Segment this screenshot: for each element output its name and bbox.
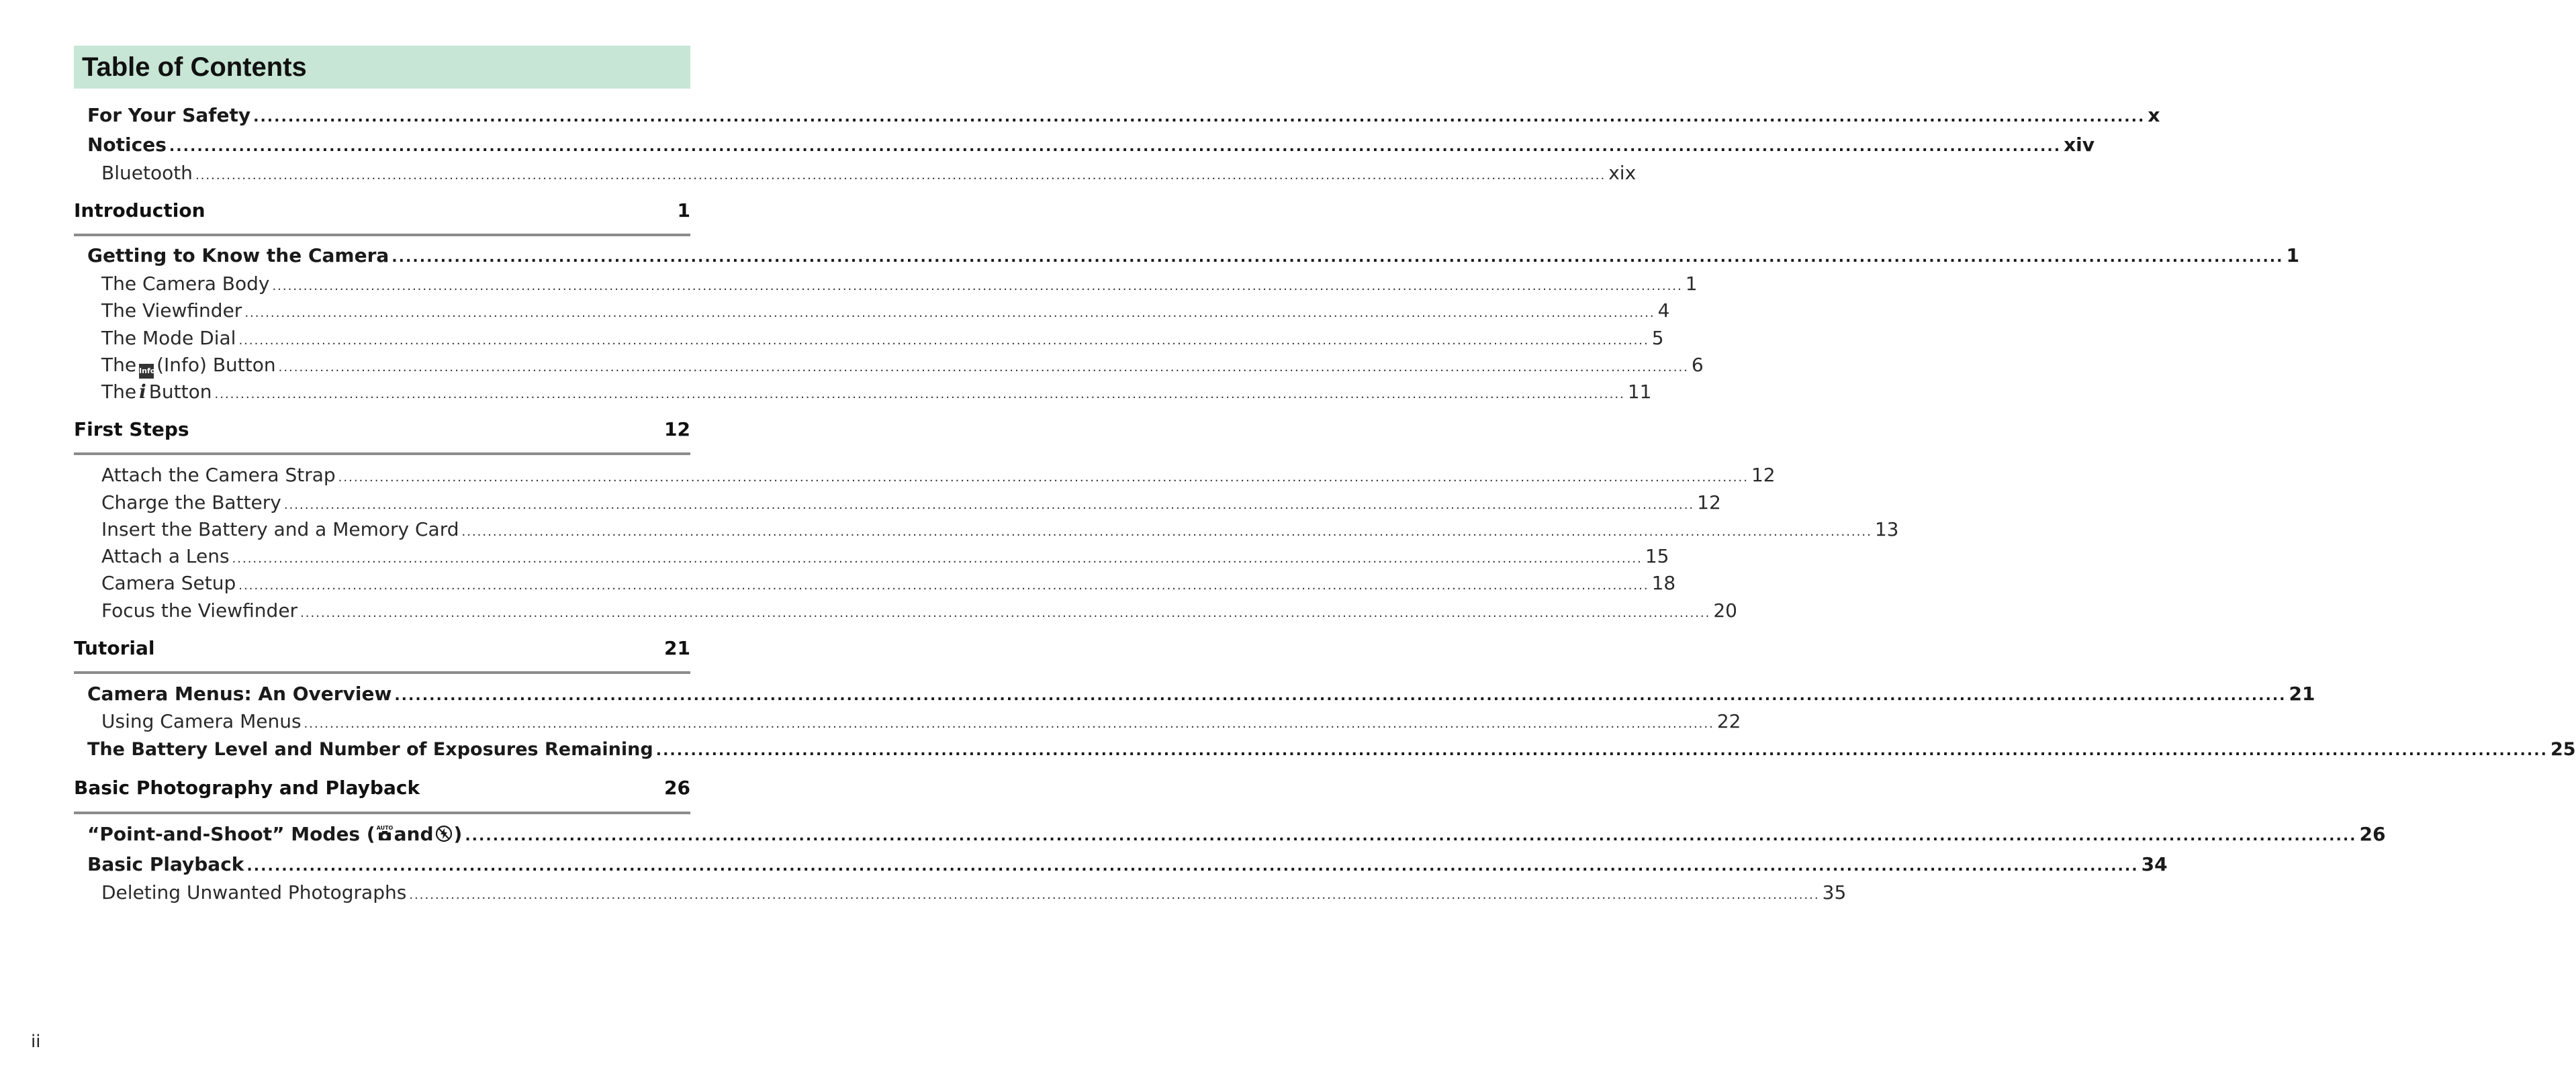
toc-entry-label: The Battery Level and Number of Exposures Remaining bbox=[87, 739, 653, 760]
dot-leader: ................................................................................................................................................................................................................................................................................ bbox=[655, 742, 2548, 759]
toc-entry-camera-menus[interactable] bbox=[74, 683, 2315, 705]
label-prefix: “Point-and-Shoot” Modes ( bbox=[87, 823, 375, 845]
toc-entry-label: Basic Playback bbox=[87, 853, 244, 875]
toc-entry-page: 18 bbox=[1651, 572, 1676, 594]
toc-entry-page: 1 bbox=[2286, 244, 2299, 266]
toc-entry-label: Getting to Know the Camera bbox=[87, 244, 389, 266]
toc-entry-label: Notices bbox=[87, 134, 167, 156]
toc-entry-label bbox=[87, 823, 462, 847]
toc-entry-camera-strap[interactable] bbox=[74, 464, 1776, 486]
dot-leader: ................................................................................................................................................................................................................................................................................ bbox=[246, 858, 2139, 875]
chapter-rule bbox=[74, 671, 690, 674]
dot-leader: ................................................................................................................................................................................................................................................................................ bbox=[238, 579, 1649, 593]
toc-entry-page: xix bbox=[1608, 162, 1637, 184]
toc-entry-bluetooth[interactable] bbox=[74, 162, 1637, 184]
toc-entry-label bbox=[101, 381, 212, 403]
toc-entry-battery-level[interactable] bbox=[74, 739, 2576, 760]
chapter-title: Tutorial bbox=[74, 637, 155, 659]
toc-entry-page: 12 bbox=[1697, 491, 1721, 514]
flash-off-mode-icon bbox=[435, 825, 453, 847]
dot-leader: ................................................................................................................................................................................................................................................................................ bbox=[253, 109, 2146, 126]
chapter-page: 26 bbox=[664, 777, 690, 799]
toc-entry-page: x bbox=[2148, 104, 2160, 126]
chapter-page: 12 bbox=[664, 418, 690, 440]
toc-entry-camera-body[interactable] bbox=[74, 273, 1698, 295]
toc-entry-basic-playback[interactable] bbox=[74, 853, 2168, 875]
toc-entry-label: The Mode Dial bbox=[101, 327, 236, 349]
toc-entry-label: For Your Safety bbox=[87, 104, 251, 126]
toc-entry-label: Insert the Battery and a Memory Card bbox=[101, 518, 459, 540]
toc-title: Table of Contents bbox=[82, 52, 307, 82]
chapter-heading-introduction[interactable] bbox=[74, 199, 690, 222]
i-button-icon: i bbox=[139, 381, 146, 403]
toc-entry-page: 25 bbox=[2550, 739, 2576, 760]
toc-entry-label: Charge the Battery bbox=[101, 491, 281, 514]
toc-entry-page: 20 bbox=[1713, 599, 1737, 622]
toc-entry-label: Camera Menus: An Overview bbox=[87, 683, 392, 705]
dot-leader: ................................................................................................................................................................................................................................................................................ bbox=[278, 360, 1689, 375]
toc-entry-using-menus[interactable] bbox=[74, 710, 1741, 732]
toc-entry-label: Attach the Camera Strap bbox=[101, 464, 336, 486]
chapter-title: Introduction bbox=[74, 199, 205, 222]
toc-entry-label: Focus the Viewfinder bbox=[101, 599, 298, 622]
dot-leader: ................................................................................................................................................................................................................................................................................ bbox=[409, 888, 1820, 902]
dot-leader: ................................................................................................................................................................................................................................................................................ bbox=[272, 279, 1683, 293]
chapter-title: Basic Photography and Playback bbox=[74, 777, 420, 799]
toc-entry-deleting-photos[interactable] bbox=[74, 881, 1847, 904]
label-suffix: Button bbox=[148, 381, 212, 403]
dot-leader: ................................................................................................................................................................................................................................................................................ bbox=[232, 552, 1643, 566]
toc-entry-page: 11 bbox=[1627, 381, 1652, 403]
toc-entry-mode-dial[interactable] bbox=[74, 327, 1664, 349]
label-prefix: The bbox=[101, 381, 137, 403]
toc-entry-point-and-shoot[interactable] bbox=[74, 823, 2386, 847]
dot-leader: ................................................................................................................................................................................................................................................................................ bbox=[394, 687, 2287, 704]
toc-entry-page: 22 bbox=[1716, 710, 1741, 732]
toc-entry-camera-setup[interactable] bbox=[74, 572, 1676, 594]
info-button-icon: Info bbox=[139, 364, 154, 379]
toc-entry-label: The Viewfinder bbox=[101, 299, 242, 322]
dot-leader: ................................................................................................................................................................................................................................................................................ bbox=[465, 828, 2357, 844]
dot-leader: ................................................................................................................................................................................................................................................................................ bbox=[338, 471, 1749, 485]
toc-entry-attach-lens[interactable] bbox=[74, 545, 1669, 567]
label-prefix: The bbox=[101, 354, 137, 376]
toc-entry-getting-to-know[interactable] bbox=[74, 244, 2299, 266]
toc-entry-page: 15 bbox=[1645, 545, 1669, 567]
dot-leader: ................................................................................................................................................................................................................................................................................ bbox=[300, 606, 1711, 620]
auto-mode-icon bbox=[377, 824, 393, 846]
chapter-page: 21 bbox=[664, 637, 690, 659]
toc-entry-page: 21 bbox=[2289, 683, 2315, 705]
chapter-rule bbox=[74, 452, 690, 455]
page-number: ii bbox=[31, 1032, 41, 1052]
toc-entry-page: 6 bbox=[1691, 354, 1704, 376]
dot-leader: ................................................................................................................................................................................................................................................................................ bbox=[283, 498, 1695, 512]
toc-entry-i-button[interactable] bbox=[74, 381, 1652, 403]
toc-entry-insert-battery[interactable] bbox=[74, 518, 1899, 540]
toc-entry-page: 5 bbox=[1651, 327, 1664, 349]
toc-entry-label: Bluetooth bbox=[101, 162, 193, 184]
chapter-heading-basic-photography[interactable] bbox=[74, 777, 690, 799]
label-suffix: (Info) Button bbox=[156, 354, 276, 376]
dot-leader: ................................................................................................................................................................................................................................................................................ bbox=[238, 334, 1649, 348]
toc-entry-viewfinder[interactable] bbox=[74, 299, 1670, 322]
toc-entry-charge-battery[interactable] bbox=[74, 491, 1721, 514]
chapter-rule bbox=[74, 812, 690, 814]
chapter-rule bbox=[74, 234, 690, 236]
toc-entry-focus-viewfinder[interactable] bbox=[74, 599, 1737, 622]
label-middle: and bbox=[394, 823, 434, 845]
dot-leader: ................................................................................................................................................................................................................................................................................ bbox=[195, 168, 1606, 183]
svg-text:AUTO: AUTO bbox=[376, 825, 393, 831]
label-suffix: ) bbox=[453, 823, 463, 845]
toc-entry-page: 26 bbox=[2359, 823, 2386, 845]
dot-leader: ................................................................................................................................................................................................................................................................................ bbox=[244, 306, 1655, 320]
toc-entry-label: Deleting Unwanted Photographs bbox=[101, 881, 407, 904]
toc-entry-label: Using Camera Menus bbox=[101, 710, 302, 732]
chapter-title: First Steps bbox=[74, 418, 189, 440]
toc-entry-notices[interactable] bbox=[74, 134, 2095, 156]
toc-entry-label bbox=[101, 354, 276, 379]
dot-leader: ................................................................................................................................................................................................................................................................................ bbox=[214, 387, 1625, 401]
chapter-heading-first-steps[interactable] bbox=[74, 418, 690, 440]
toc-entry-page: 13 bbox=[1874, 518, 1899, 540]
toc-entry-label: Attach a Lens bbox=[101, 545, 230, 567]
chapter-page: 1 bbox=[677, 199, 690, 222]
chapter-heading-tutorial[interactable] bbox=[74, 637, 690, 659]
toc-entry-label: The Camera Body bbox=[101, 273, 270, 295]
dot-leader: ................................................................................................................................................................................................................................................................................ bbox=[392, 249, 2284, 266]
toc-entry-page: 12 bbox=[1751, 464, 1776, 486]
dot-leader: ................................................................................................................................................................................................................................................................................ bbox=[461, 525, 1872, 539]
toc-entry-for-your-safety[interactable] bbox=[74, 104, 2160, 126]
toc-entry-page: 1 bbox=[1685, 273, 1698, 295]
toc-entry-page: 4 bbox=[1657, 299, 1670, 322]
toc-entry-page: 34 bbox=[2141, 853, 2168, 875]
toc-entry-page: xiv bbox=[2064, 134, 2095, 156]
toc-entry-info-button[interactable] bbox=[74, 354, 1704, 379]
dot-leader: ................................................................................................................................................................................................................................................................................ bbox=[304, 717, 1714, 731]
toc-entry-page: 35 bbox=[1822, 881, 1847, 904]
dot-leader: ................................................................................................................................................................................................................................................................................ bbox=[169, 138, 2062, 155]
toc-entry-label: Camera Setup bbox=[101, 572, 236, 594]
toc-title-bar bbox=[74, 46, 690, 89]
